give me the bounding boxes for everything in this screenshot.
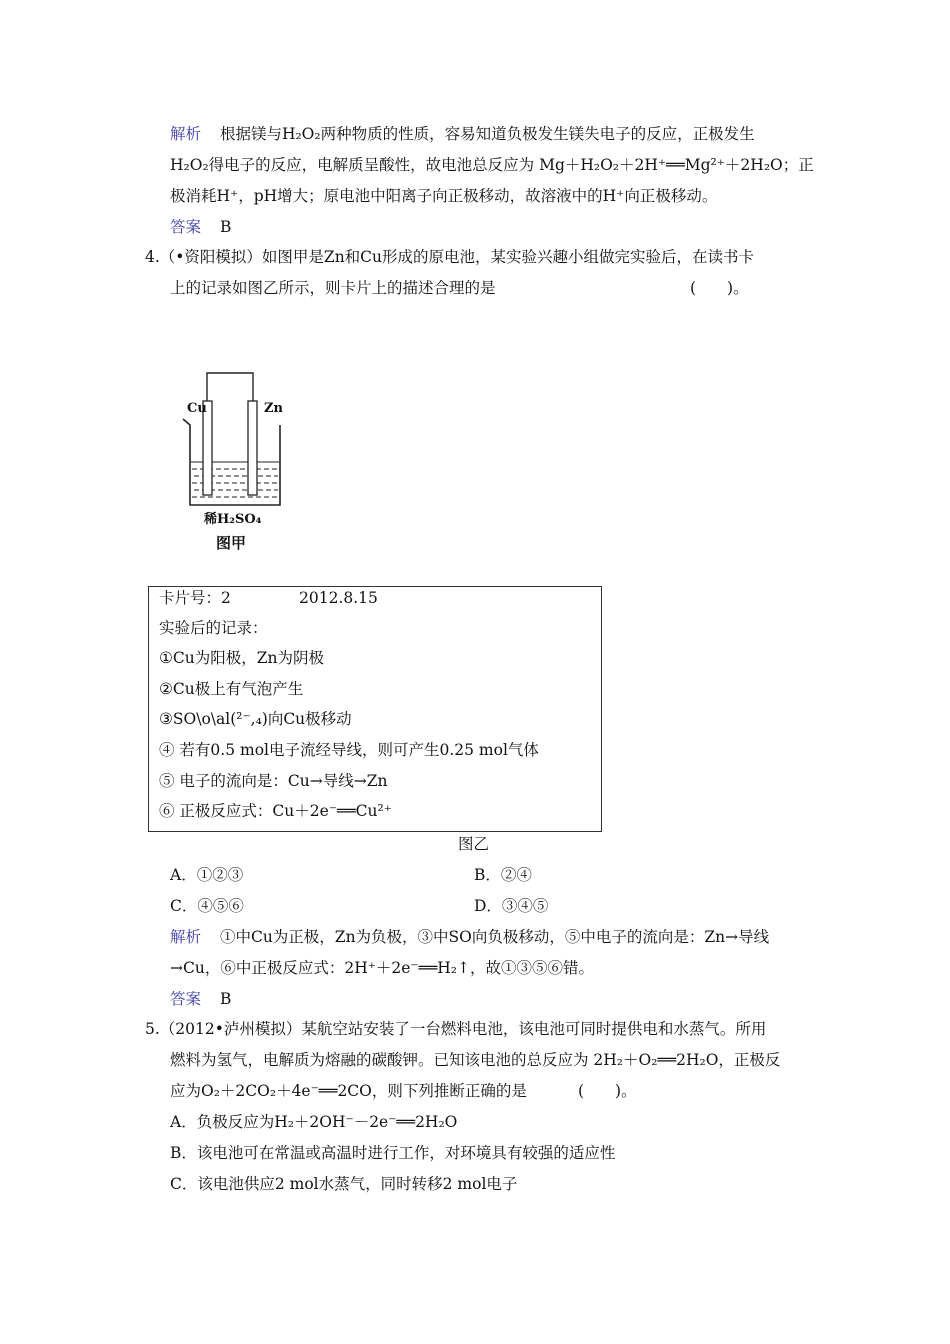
card-number: 卡片号：2 bbox=[159, 589, 231, 607]
q3-analysis-line3: 极消耗H⁺，pH增大；原电池中阳离子向正极移动，故溶液中的H⁺向正极移动。 bbox=[170, 187, 718, 205]
q4-answer-bracket: ( )。 bbox=[690, 279, 749, 297]
reading-card bbox=[148, 586, 602, 832]
analysis-label: 解析 bbox=[170, 928, 202, 946]
cu-label: Cu bbox=[187, 401, 207, 416]
solution-label: 稀H₂SO₄ bbox=[204, 512, 262, 527]
q4-answer bbox=[170, 988, 231, 1010]
card-item-4: ④ 若有0.5 mol电子流经导线，则可产生0.25 mol气体 bbox=[159, 741, 539, 759]
answer-label: 答案 bbox=[170, 990, 202, 1008]
figure-galvanic-cell bbox=[180, 365, 290, 515]
q4-stem-text: 上的记录如图乙所示，则卡片上的描述合理的是 bbox=[170, 279, 496, 297]
q4-option-c: C．④⑤⑥ bbox=[170, 897, 244, 915]
card-item-2: ②Cu极上有气泡产生 bbox=[159, 680, 304, 698]
q3-answer bbox=[170, 216, 231, 238]
q5-option-c: C．该电池供应2 mol水蒸气，同时转移2 mol电子 bbox=[170, 1175, 518, 1193]
answer-value: B bbox=[219, 218, 232, 236]
figure-jia-caption: 图甲 bbox=[216, 534, 247, 552]
card-item-5: ⑤ 电子的流向是：Cu→导线→Zn bbox=[159, 772, 388, 790]
q5-option-b: B．该电池可在常温或高温时进行工作，对环境具有较强的适应性 bbox=[170, 1144, 616, 1162]
analysis-text: ①中Cu为正极，Zn为负极，③中SO向负极移动，⑤中电子的流向是：Zn→导线 bbox=[219, 928, 770, 946]
card-date: 2012.8.15 bbox=[299, 589, 378, 607]
q4-analysis-line1 bbox=[170, 926, 769, 948]
q4-analysis-line2: →Cu，⑥中正极反应式：2H⁺＋2e⁻══H₂↑，故①③⑤⑥错。 bbox=[170, 959, 594, 977]
figure-yi-caption: 图乙 bbox=[458, 835, 490, 853]
q3-analysis-line2: H₂O₂得电子的反应，电解质呈酸性，故电池总反应为 Mg＋H₂O₂＋2H⁺══Mg²⁺＋2H₂O；正 bbox=[170, 156, 814, 174]
q5-stem-line3: 应为O₂＋2CO₂＋4e⁻══2CO，则下列推断正确的是 bbox=[170, 1082, 527, 1100]
card-item-6: ⑥ 正极反应式：Cu＋2e⁻══Cu²⁺ bbox=[159, 802, 392, 820]
connecting-wire bbox=[207, 373, 253, 401]
q5-option-a: A．负极反应为H₂＋2OH⁻－2e⁻══2H₂O bbox=[170, 1113, 458, 1131]
answer-label: 答案 bbox=[170, 218, 202, 236]
analysis-label: 解析 bbox=[170, 125, 202, 143]
q4-option-a: A．①②③ bbox=[170, 866, 244, 884]
card-title: 实验后的记录： bbox=[159, 619, 268, 637]
q4-stem-line2 bbox=[170, 277, 496, 299]
q4-stem-line1: 4.（•资阳模拟）如图甲是Zn和Cu形成的原电池，某实验兴趣小组做完实验后，在读书卡 bbox=[145, 248, 755, 266]
q4-option-b: B．②④ bbox=[474, 866, 532, 884]
answer-value: B bbox=[219, 990, 232, 1008]
zn-electrode bbox=[248, 401, 257, 495]
card-item-3: ③SO\o\al(²⁻,₄)向Cu极移动 bbox=[159, 710, 352, 728]
q5-stem-line1: 5.（2012•泸州模拟）某航空站安装了一台燃料电池，该电池可同时提供电和水蒸气。所用 bbox=[145, 1020, 767, 1038]
q4-option-d: D．③④⑤ bbox=[474, 897, 549, 915]
q5-answer-bracket: ( )。 bbox=[578, 1082, 637, 1100]
q5-stem-line2: 燃料为氢气，电解质为熔融的碳酸钾。已知该电池的总反应为 2H₂＋O₂══2H₂O，正极反 bbox=[170, 1051, 781, 1069]
q3-analysis-line1 bbox=[170, 123, 755, 145]
card-header bbox=[159, 587, 378, 609]
analysis-text: 根据镁与H₂O₂两种物质的性质，容易知道负极发生镁失电子的反应，正极发生 bbox=[219, 125, 755, 143]
zn-label: Zn bbox=[264, 401, 283, 416]
card-item-1: ①Cu为阳极，Zn为阴极 bbox=[159, 649, 324, 667]
